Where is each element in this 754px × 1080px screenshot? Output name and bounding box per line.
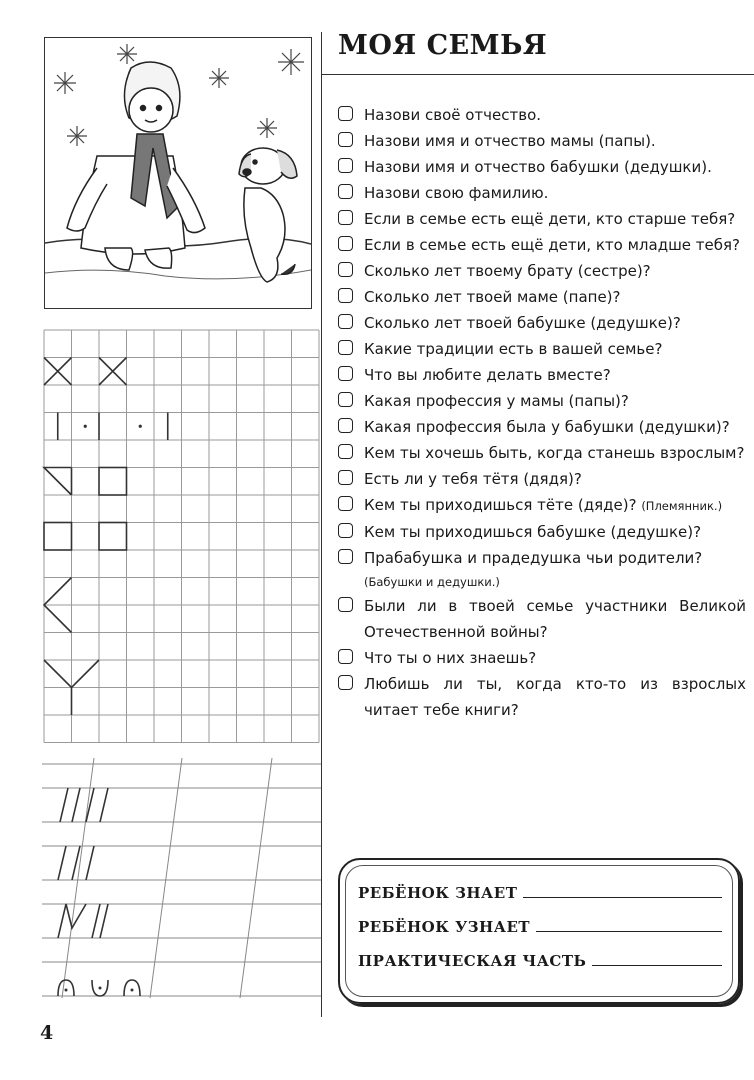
question-item	[338, 440, 746, 466]
page-number: 4	[40, 1022, 54, 1044]
question-checkbox[interactable]	[338, 184, 353, 199]
question-checkbox[interactable]	[338, 444, 353, 459]
question-item	[338, 545, 746, 593]
question-checkbox[interactable]	[338, 262, 353, 277]
child-will-know-label: РЕБЁНОК УЗНАЕТ	[358, 918, 531, 936]
question-text	[364, 232, 746, 258]
question-text	[364, 128, 746, 154]
question-checkbox[interactable]	[338, 523, 353, 538]
question-item	[338, 102, 746, 128]
question-item	[338, 671, 746, 723]
question-checkbox[interactable]	[338, 340, 353, 355]
question-text	[364, 545, 746, 593]
question-text	[364, 492, 746, 519]
child-knows-label: РЕБЁНОК ЗНАЕТ	[358, 884, 518, 902]
question-label: Были ли в твоей семье участники Великой Отечественной войны?	[364, 597, 746, 641]
question-text	[364, 310, 746, 336]
child-knows-field[interactable]	[523, 897, 722, 898]
question-text	[364, 466, 746, 492]
question-item	[338, 232, 746, 258]
page-title: МОЯ СЕМЬЯ	[338, 30, 548, 61]
question-text	[364, 645, 746, 671]
tracing-grid-exercise	[42, 328, 322, 748]
question-checkbox[interactable]	[338, 496, 353, 511]
question-text	[364, 336, 746, 362]
left-column	[0, 0, 322, 1080]
question-item	[338, 593, 746, 645]
question-item	[338, 414, 746, 440]
question-checkbox[interactable]	[338, 366, 353, 381]
writing-lines	[42, 758, 322, 1010]
question-item	[338, 258, 746, 284]
question-label: Кем ты хочешь быть, когда станешь взрослым?	[364, 444, 745, 462]
question-label: Назови имя и отчество мамы (папы).	[364, 132, 656, 150]
question-label: Какая профессия у мамы (папы)?	[364, 392, 629, 410]
question-checkbox[interactable]	[338, 314, 353, 329]
question-checkbox[interactable]	[338, 288, 353, 303]
question-label: Назови свою фамилию.	[364, 184, 549, 202]
question-item	[338, 180, 746, 206]
question-label: Какая профессия была у бабушки (дедушки)?	[364, 418, 730, 436]
question-checkbox[interactable]	[338, 470, 353, 485]
question-label: Прабабушка и прадедушка чьи родители?	[364, 549, 703, 567]
question-item	[338, 388, 746, 414]
question-checkbox[interactable]	[338, 549, 353, 564]
illustration-drawing	[45, 38, 311, 308]
question-text	[364, 519, 746, 545]
question-checkbox[interactable]	[338, 675, 353, 690]
question-label: Сколько лет твоему брату (сестре)?	[364, 262, 651, 280]
question-item	[338, 362, 746, 388]
question-label: Кем ты приходишься бабушке (дедушке)?	[364, 523, 702, 541]
question-label: Что ты о них знаешь?	[364, 649, 537, 667]
question-label: Сколько лет твоей маме (папе)?	[364, 288, 621, 306]
dog-figure	[239, 148, 297, 282]
question-text	[364, 154, 746, 180]
question-item	[338, 645, 746, 671]
tracing-grid	[42, 328, 322, 748]
practical-part-row	[358, 952, 722, 970]
question-label: Если в семье есть ещё дети, кто старше тебя?	[364, 210, 736, 228]
question-item	[338, 466, 746, 492]
question-item	[338, 284, 746, 310]
question-answer-note: (Бабушки и дедушки.)	[364, 575, 500, 589]
question-text	[364, 180, 746, 206]
question-checkbox[interactable]	[338, 158, 353, 173]
question-text	[364, 258, 746, 284]
question-checkbox[interactable]	[338, 649, 353, 664]
title-underline	[322, 74, 754, 75]
column-divider	[321, 32, 322, 1017]
question-label: Если в семье есть ещё дети, кто младше тебя?	[364, 236, 740, 254]
question-checkbox[interactable]	[338, 210, 353, 225]
question-label: Есть ли у тебя тётя (дядя)?	[364, 470, 582, 488]
question-label: Сколько лет твоей бабушке (дедушке)?	[364, 314, 681, 332]
question-label: Назови своё отчество.	[364, 106, 542, 124]
question-label: Что вы любите делать вместе?	[364, 366, 611, 384]
question-text	[364, 206, 746, 232]
child-will-know-field[interactable]	[536, 931, 722, 932]
question-text	[364, 440, 746, 466]
question-item	[338, 154, 746, 180]
summary-box	[338, 858, 740, 1004]
question-item	[338, 310, 746, 336]
question-label: Любишь ли ты, когда кто-то из взрослых читает тебе книги?	[364, 675, 746, 719]
question-item	[338, 206, 746, 232]
question-text	[364, 102, 746, 128]
question-checkbox[interactable]	[338, 597, 353, 612]
question-text	[364, 593, 746, 645]
question-text	[364, 388, 746, 414]
handwriting-exercise	[42, 758, 322, 1010]
question-answer-note: (Племянник.)	[641, 499, 723, 513]
child-will-know-row	[358, 918, 722, 936]
child-knows-row	[358, 884, 722, 902]
question-text	[364, 671, 746, 723]
question-checkbox[interactable]	[338, 392, 353, 407]
question-checkbox[interactable]	[338, 106, 353, 121]
question-checklist	[338, 102, 746, 723]
question-item	[338, 128, 746, 154]
question-checkbox[interactable]	[338, 418, 353, 433]
winter-child-dog-illustration	[44, 37, 312, 309]
practical-part-label: ПРАКТИЧЕСКАЯ ЧАСТЬ	[358, 952, 587, 970]
question-item	[338, 492, 746, 519]
question-label: Кем ты приходишься тёте (дяде)?	[364, 496, 637, 514]
practical-part-field[interactable]	[592, 965, 722, 966]
question-item	[338, 336, 746, 362]
question-item	[338, 519, 746, 545]
question-checkbox[interactable]	[338, 236, 353, 251]
question-text	[364, 414, 746, 440]
child-figure	[67, 62, 205, 270]
question-text	[364, 284, 746, 310]
question-checkbox[interactable]	[338, 132, 353, 147]
question-label: Какие традиции есть в вашей семье?	[364, 340, 663, 358]
question-text	[364, 362, 746, 388]
question-label: Назови имя и отчество бабушки (дедушки).	[364, 158, 712, 176]
